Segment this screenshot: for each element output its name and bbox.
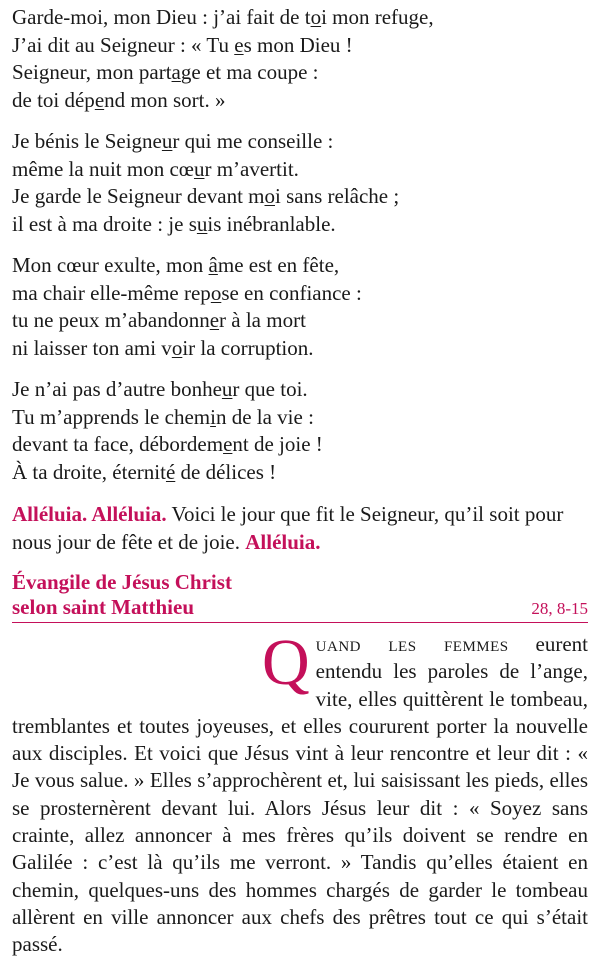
line-text: r que toi. (232, 377, 308, 401)
accent-syllable: e (223, 432, 233, 456)
alleluia-text: Voici le jour que fit le Seigneur, qu’il soit pour nous jour de fête et de joie. (12, 502, 564, 554)
accent-syllable: e (209, 308, 220, 332)
line-text: r à la mort (219, 308, 306, 332)
psalm-line (12, 156, 588, 184)
line-text: s mon Dieu ! (243, 32, 353, 57)
psalm (12, 0, 588, 486)
line-text: même la nuit mon cœ (12, 156, 194, 181)
line-text: i mon refuge, (321, 5, 434, 29)
line-text: me est en fête, (217, 253, 340, 277)
line-text: nd mon sort. » (104, 87, 226, 112)
line-text: Je bénis le Seigne (12, 129, 162, 153)
accent-syllable: é (165, 459, 176, 484)
accent-syllable: a (171, 60, 181, 84)
psalm-line (12, 183, 588, 211)
gospel-title: Évangile de Jésus Christ (12, 570, 232, 594)
line-text: se en confiance : (221, 280, 362, 305)
gospel-reference: 28, 8-15 (531, 599, 588, 618)
line-text: Tu m’apprends le chem (12, 404, 211, 429)
psalm-line (12, 4, 588, 32)
accent-syllable: u (196, 211, 208, 236)
line-text: ma chair elle-même rep (12, 280, 211, 305)
accent-syllable: u (221, 377, 233, 401)
psalm-line (12, 335, 588, 363)
opening-small-caps: uand les femmes (315, 632, 509, 656)
psalm-line (12, 128, 588, 156)
psalm-stanza-3 (12, 252, 588, 362)
line-text: il est à ma droite : je s (12, 211, 197, 236)
alleluia-verse (12, 500, 588, 556)
gospel-text (12, 626, 588, 959)
accent-syllable: o (210, 280, 222, 305)
line-text: devant ta face, débordem (12, 432, 224, 456)
line-text: r qui me conseille : (172, 129, 334, 153)
psalm-stanza-1 (12, 0, 588, 114)
alleluia-refrain: Alléluia. Alléluia. (12, 502, 167, 526)
psalm-line (12, 280, 588, 308)
accent-syllable: e (94, 87, 105, 112)
accent-syllable: i (210, 404, 216, 429)
line-text: Garde-moi, mon Dieu : j’ai fait de t (12, 5, 311, 29)
gospel-heading (12, 570, 588, 623)
accent-syllable: â (208, 253, 218, 277)
alleluia-refrain: Alléluia. (245, 530, 321, 554)
psalm-stanza-2 (12, 128, 588, 238)
accent-syllable: o (171, 335, 183, 360)
gospel-body: eurent entendu les paroles de l’ange, vite, elles quittèrent le tombeau, tremblantes et toutes joyeuses, et elles coururent porter la nouvelle aux disciples. Et voici que Jésus vint à leur rencontre et leur dit : « Je vous salue. » Elles s’approchèrent et, lui saisissant les pieds, elles se prosternèrent devant lui. Alors Jésus leur dit : « Soyez sans crainte, allez annoncer à mes frères qu’ils doivent se rendre en Galilée : c’est là qu’ils me verront. » Tandis qu’elles étaient en chemin, quelques-uns des hommes chargés de garder le tombeau allèrent en ville annoncer aux chefs des prêtres tout ce qui s’était passé. (12, 632, 588, 957)
psalm-line (12, 87, 588, 115)
psalm-line (12, 32, 588, 60)
line-text: Seigneur, mon part (12, 60, 172, 84)
line-text: r m’avertit. (204, 156, 299, 181)
accent-syllable: u (161, 129, 173, 153)
line-text: Je garde le Seigneur devant m (12, 184, 265, 208)
psalm-line (12, 431, 588, 459)
line-text: nt de joie ! (232, 432, 323, 456)
line-text: de délices ! (175, 459, 277, 484)
line-text: Mon cœur exulte, mon (12, 253, 209, 277)
psalm-line (12, 459, 588, 487)
psalm-line (12, 307, 588, 335)
line-text: ir la corruption. (182, 335, 314, 360)
line-text: tu ne peux m’abandonn (12, 308, 210, 332)
psalm-line (12, 59, 588, 87)
drop-cap: Q (262, 626, 310, 699)
psalm-stanza-4 (12, 376, 588, 486)
line-text: is inébranlable. (207, 211, 336, 236)
accent-syllable: o (310, 5, 322, 29)
line-text: ge et ma coupe : (180, 60, 319, 84)
accent-syllable: e (234, 32, 244, 57)
accent-syllable: u (193, 156, 205, 181)
line-text: Je n’ai pas d’autre bonhe (12, 377, 222, 401)
line-text: J’ai dit au Seigneur : « Tu (12, 32, 235, 57)
line-text: de toi dép (12, 87, 95, 112)
psalm-line (12, 252, 588, 280)
psalm-line (12, 404, 588, 432)
line-text: ni laisser ton ami v (12, 335, 172, 360)
line-text: i sans relâche ; (275, 184, 400, 208)
psalm-line (12, 211, 588, 239)
line-text: n de la vie : (215, 404, 314, 429)
gospel-subtitle: selon saint Matthieu (12, 595, 195, 619)
accent-syllable: o (264, 184, 275, 208)
psalm-line (12, 376, 588, 404)
line-text: À ta droite, éternit (12, 459, 166, 484)
